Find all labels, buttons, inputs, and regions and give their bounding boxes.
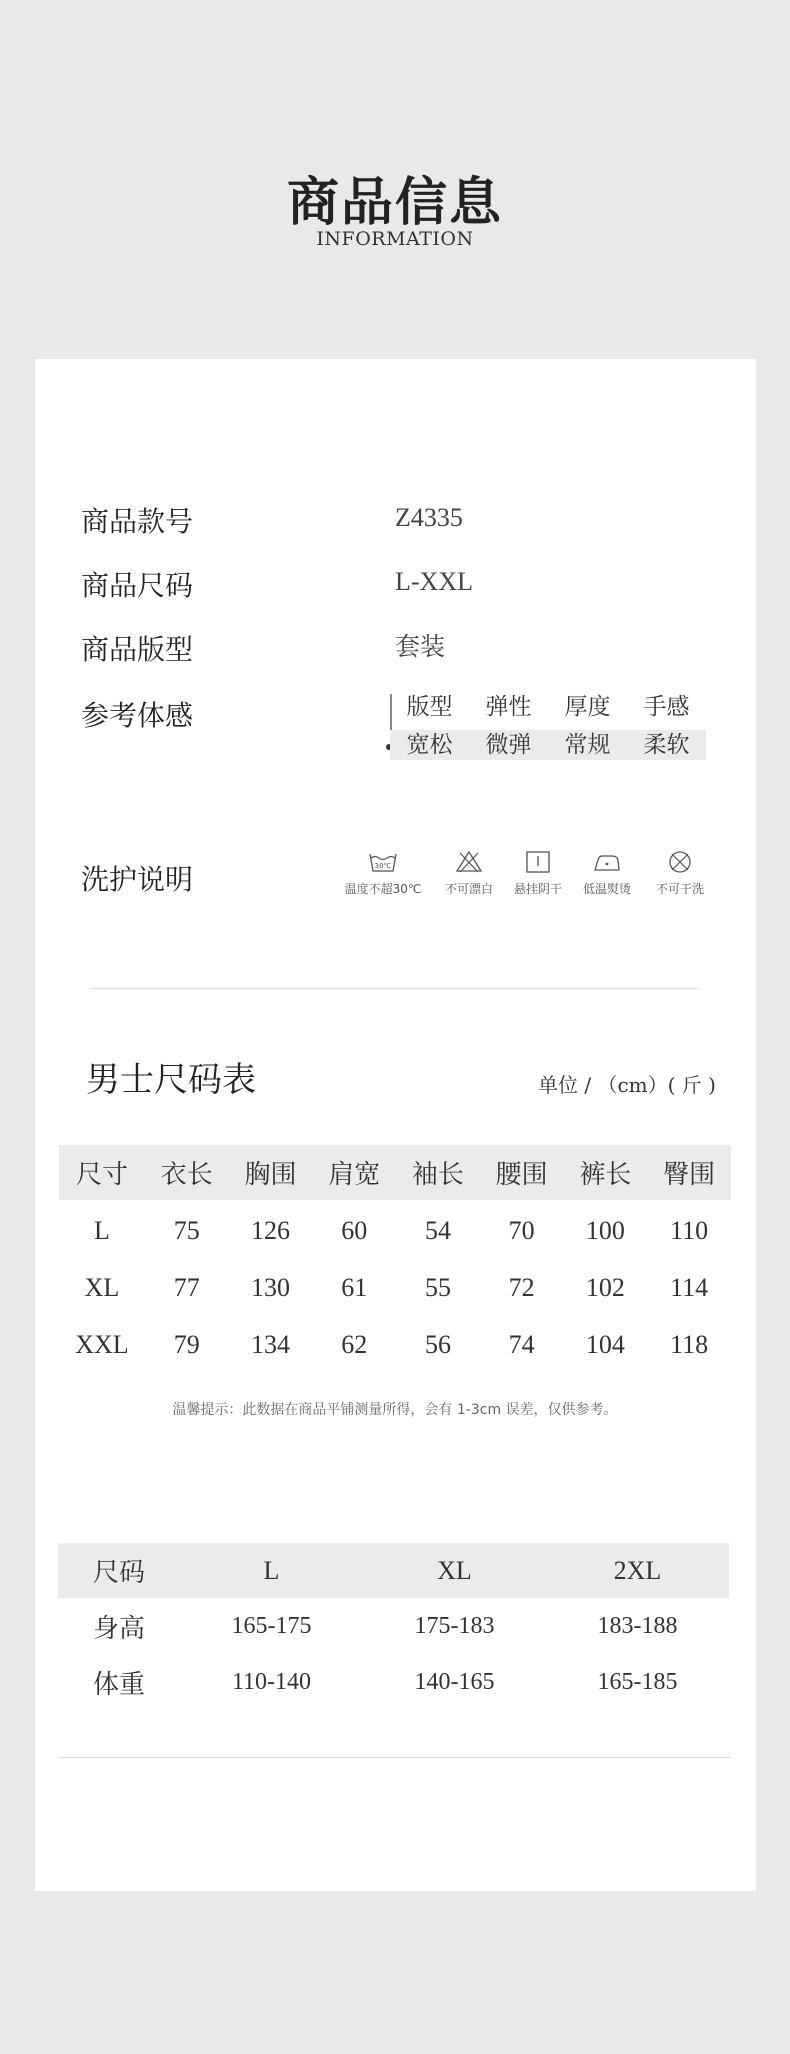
- care-item-label: 温度不超30℃: [344, 882, 422, 896]
- hang-dry-icon: [525, 850, 551, 874]
- table-cell: 61: [341, 1272, 368, 1302]
- no-bleach-icon: [455, 850, 483, 874]
- feel-header: 弹性: [485, 694, 532, 720]
- table-row: [59, 1316, 731, 1373]
- body-size-table: [58, 1543, 729, 1710]
- table-cell: 110: [670, 1215, 709, 1245]
- feel-header: 厚度: [564, 694, 611, 720]
- svg-text:30℃: 30℃: [374, 862, 392, 870]
- table-cell: 104: [585, 1329, 625, 1359]
- size-chart-unit: 单位 / （cm）( 斤 ): [538, 1073, 716, 1097]
- table-cell: L: [94, 1215, 110, 1245]
- feel-header: 版型: [406, 694, 453, 720]
- style-number-label: 商品款号: [81, 505, 194, 538]
- table-header: XL: [363, 1543, 546, 1598]
- table-header: 腰围: [480, 1145, 564, 1200]
- feel-value: 柔软: [643, 732, 690, 758]
- table-header: L: [180, 1543, 363, 1598]
- table-row: [59, 1259, 731, 1316]
- care-item: [635, 850, 725, 897]
- size-range-value: L-XXL: [395, 567, 473, 596]
- table-header: 袖长: [396, 1145, 480, 1200]
- table-cell: 140-165: [414, 1668, 495, 1695]
- table-cell: 100: [585, 1215, 625, 1245]
- care-item-label: 悬挂阴干: [513, 882, 562, 896]
- table-cell: XXL: [75, 1329, 129, 1359]
- care-label: 洗护说明: [81, 863, 194, 896]
- size-range-label: 商品尺码: [81, 569, 194, 602]
- low-iron-icon: [592, 850, 622, 874]
- page-title: 商品信息: [286, 172, 503, 233]
- body-table-header: [58, 1543, 729, 1598]
- table-cell: 62: [341, 1329, 368, 1359]
- feel-header: 手感: [643, 694, 690, 720]
- table-row: [58, 1598, 729, 1654]
- feel-header-row: [390, 692, 706, 722]
- feel-label: 参考体感: [81, 699, 194, 732]
- feel-value: 常规: [564, 732, 611, 758]
- table-cell: 165-175: [231, 1612, 312, 1639]
- table-cell: 72: [508, 1272, 535, 1302]
- table-header: 尺码: [58, 1543, 180, 1598]
- table-header: 2XL: [546, 1543, 729, 1598]
- table-cell: XL: [84, 1272, 120, 1302]
- table-cell: 79: [173, 1329, 200, 1359]
- table-cell: 134: [251, 1329, 290, 1359]
- fit-type-value: 套装: [395, 632, 446, 661]
- section-divider: [90, 988, 699, 989]
- feel-value: 宽松: [406, 732, 453, 758]
- table-header: 胸围: [229, 1145, 313, 1200]
- size-table-header: [59, 1145, 731, 1200]
- wash-30-icon: [368, 850, 398, 874]
- page-subtitle: INFORMATION: [316, 228, 474, 250]
- table-cell: 70: [508, 1215, 535, 1245]
- table-cell: 183-188: [597, 1612, 678, 1639]
- table-cell: 56: [424, 1329, 451, 1359]
- table-cell: 114: [670, 1272, 709, 1302]
- table-cell: 110-140: [231, 1668, 312, 1695]
- table-cell: 体重: [92, 1669, 145, 1700]
- table-header: 衣长: [145, 1145, 229, 1200]
- feel-value: 微弹: [485, 732, 532, 758]
- table-row: [58, 1654, 729, 1710]
- measurement-tip: 温馨提示：此数据在商品平铺测量所得，会有 1-3cm 误差，仅供参考。: [172, 1402, 618, 1418]
- table-header: 臀围: [647, 1145, 731, 1200]
- table-cell: 102: [585, 1272, 625, 1302]
- table-row: [59, 1200, 731, 1259]
- table-header: 肩宽: [312, 1145, 396, 1200]
- care-item-label: 不可漂白: [444, 882, 493, 896]
- table-cell: 60: [341, 1215, 368, 1245]
- table-cell: 74: [508, 1329, 535, 1359]
- table-cell: 75: [173, 1215, 200, 1245]
- table-cell: 118: [670, 1329, 709, 1359]
- table-header: 裤长: [564, 1145, 648, 1200]
- care-item-label: 低温熨烫: [582, 882, 631, 896]
- fit-type-label: 商品版型: [81, 633, 194, 666]
- size-chart-title: 男士尺码表: [86, 1060, 256, 1100]
- bottom-divider: [59, 1757, 731, 1758]
- table-cell: 54: [424, 1215, 451, 1245]
- no-dry-clean-icon: [667, 850, 693, 874]
- style-number-value: Z4335: [395, 503, 463, 532]
- table-cell: 55: [424, 1272, 451, 1302]
- care-item: [338, 850, 428, 897]
- table-cell: 身高: [92, 1613, 145, 1644]
- table-cell: 126: [251, 1215, 290, 1245]
- feel-value-row: [390, 730, 706, 760]
- table-cell: 77: [173, 1272, 200, 1302]
- table-cell: 165-185: [597, 1668, 678, 1695]
- care-item-label: 不可干洗: [655, 882, 704, 896]
- size-table: [59, 1145, 731, 1373]
- feel-table: [390, 692, 706, 760]
- table-cell: 175-183: [414, 1612, 495, 1639]
- table-cell: 130: [251, 1272, 290, 1302]
- table-header: 尺寸: [59, 1145, 145, 1200]
